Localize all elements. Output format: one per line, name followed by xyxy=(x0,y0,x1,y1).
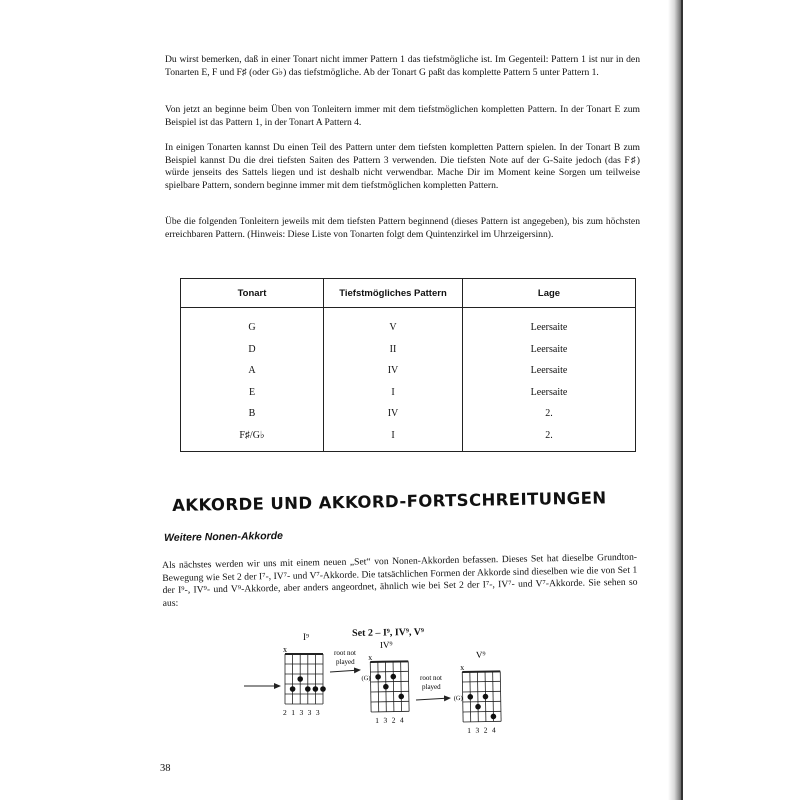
fingering-numbers: 1 3 2 4 xyxy=(375,715,406,725)
finger-dot xyxy=(383,684,389,690)
paragraph-pattern-intro: Du wirst bemerken, daß in einer Tonart nicht immer Pattern 1 das tiefstmögliche ist. Im Gegenteil: Pattern 1 ist nur in den Tonarten E, F und F♯ (oder G♭) das tiefstmögliche. Ab der Tonart G paßt das komplette Pattern 5 unter Pattern 1. xyxy=(165,54,640,78)
column-header-pattern: Tiefstmögliches Pattern xyxy=(324,279,463,308)
chord-name: IV⁹ xyxy=(379,639,393,650)
table-cell: D xyxy=(248,343,256,355)
chord-diagram-iv9 xyxy=(361,639,409,725)
book-spine-shadow xyxy=(668,0,682,800)
chord-name: V⁹ xyxy=(475,649,486,660)
root-not-played-label: played xyxy=(422,683,441,691)
table-cell: B xyxy=(248,408,256,420)
progression-arrow xyxy=(416,698,450,700)
table-cell: II xyxy=(324,339,463,361)
table-cell: 2. xyxy=(463,425,636,452)
finger-dot xyxy=(297,676,303,682)
muted-string-mark: x xyxy=(283,645,287,654)
finger-dot xyxy=(320,686,326,692)
muted-string-mark: x xyxy=(368,652,373,663)
chord-diagram-i9 xyxy=(283,632,326,717)
table-cell: G xyxy=(248,322,256,334)
chord-diagram-v9 xyxy=(453,649,501,735)
column-header-tonart: Tonart xyxy=(181,279,324,308)
chord-figure-caption: Set 2 – I⁹, IV⁹, V⁹ xyxy=(352,626,425,639)
table-cell: IV xyxy=(324,360,463,382)
paragraph-nonen-akkorde: Als nächstes werden wir uns mit einem neuen „Set“ von Nonen-Akkorden befassen. Dieses Set hat dieselbe Grundton-Bewegung wie Set 2 der I⁷-, IV⁷- und V⁷-Akkorde. Die tatsächlichen Formen der Akkorde sind dieselben wie die von Set 1 der I⁹-, IV⁹- und V⁹-Akkorde, aber anders angeordnet, ähnlich wie bei Set 2 der I⁷-, IV⁷- und V⁷-Akkorde. Sie sehen so aus: xyxy=(162,551,638,609)
table-cell: 2. xyxy=(463,403,636,425)
table-cell: Leersaite xyxy=(463,308,636,339)
finger-dot xyxy=(375,674,381,680)
finger-dot xyxy=(483,694,489,700)
table-cell: A xyxy=(248,365,256,377)
book-spine-edge xyxy=(681,0,683,800)
fingering-numbers: 2 1 3 3 3 xyxy=(283,708,321,717)
table-cell: Leersaite xyxy=(463,360,636,382)
table-cell: V xyxy=(324,308,463,339)
finger-dot xyxy=(305,686,311,692)
root-marker: (G) xyxy=(361,674,371,683)
table-cell: I xyxy=(324,425,463,452)
table-cell: Leersaite xyxy=(463,382,636,404)
table-cell: Leersaite xyxy=(463,339,636,361)
table-cell: IV xyxy=(324,403,463,425)
muted-string-mark: x xyxy=(460,662,465,673)
finger-dot xyxy=(467,694,473,700)
column-header-lage: Lage xyxy=(463,279,636,308)
table-cell: E xyxy=(248,386,256,398)
root-not-played-label: root not xyxy=(420,674,442,682)
table-cell: I xyxy=(324,382,463,404)
fingering-numbers: 1 3 2 4 xyxy=(467,725,498,735)
finger-dot xyxy=(398,694,404,700)
finger-dot xyxy=(475,704,481,710)
finger-dot xyxy=(390,674,396,680)
root-not-played-label: played xyxy=(336,658,355,666)
subsection-title: Weitere Nonen-Akkorde xyxy=(164,529,284,544)
table-cell: F♯/G♭ xyxy=(181,425,324,452)
page-number: 38 xyxy=(160,763,171,774)
progression-arrow xyxy=(330,670,360,672)
root-not-played-label: root not xyxy=(334,649,356,657)
paragraph-exercise-instructions: Übe die folgenden Tonleitern jeweils mit dem tiefsten Pattern beginnend (dieses Pattern ist angegeben), bis zum höchsten erreichbaren Pattern. (Hinweis: Diese Liste von Tonarten folgt dem Quintenzirkel im Uhrzeigersinn). xyxy=(165,216,640,240)
root-marker: (G) xyxy=(453,694,463,703)
chord-name: I⁹ xyxy=(303,632,310,642)
section-title: AKKORDE UND AKKORD-FORTSCHREITUNGEN xyxy=(172,488,607,515)
paragraph-partial-pattern: In einigen Tonarten kannst Du einen Teil des Pattern unter dem tiefsten kompletten Pattern spielen. In der Tonart B zum Beispiel kannst Du die drei tiefsten Saiten des Pattern 3 verwenden. Die tiefsten Note auf der G-Saite jedoch (das F♯) würde jenseits des Sattels liegen und ist deshalb nicht verwendbar. Mache Dir im Moment keine Sorgen um teilweise spielbare Pattern, sondern beginne immer mit dem tiefstmöglichen kompletten Pattern. xyxy=(165,142,640,191)
finger-dot xyxy=(491,714,497,720)
paragraph-practice-tip: Von jetzt an beginne beim Üben von Tonleitern immer mit dem tiefstmöglichen kompletten Pattern. In der Tonart E zum Beispiel ist das Pattern 1, in der Tonart A Pattern 4. xyxy=(165,104,640,128)
finger-dot xyxy=(313,686,319,692)
finger-dot xyxy=(290,686,296,692)
